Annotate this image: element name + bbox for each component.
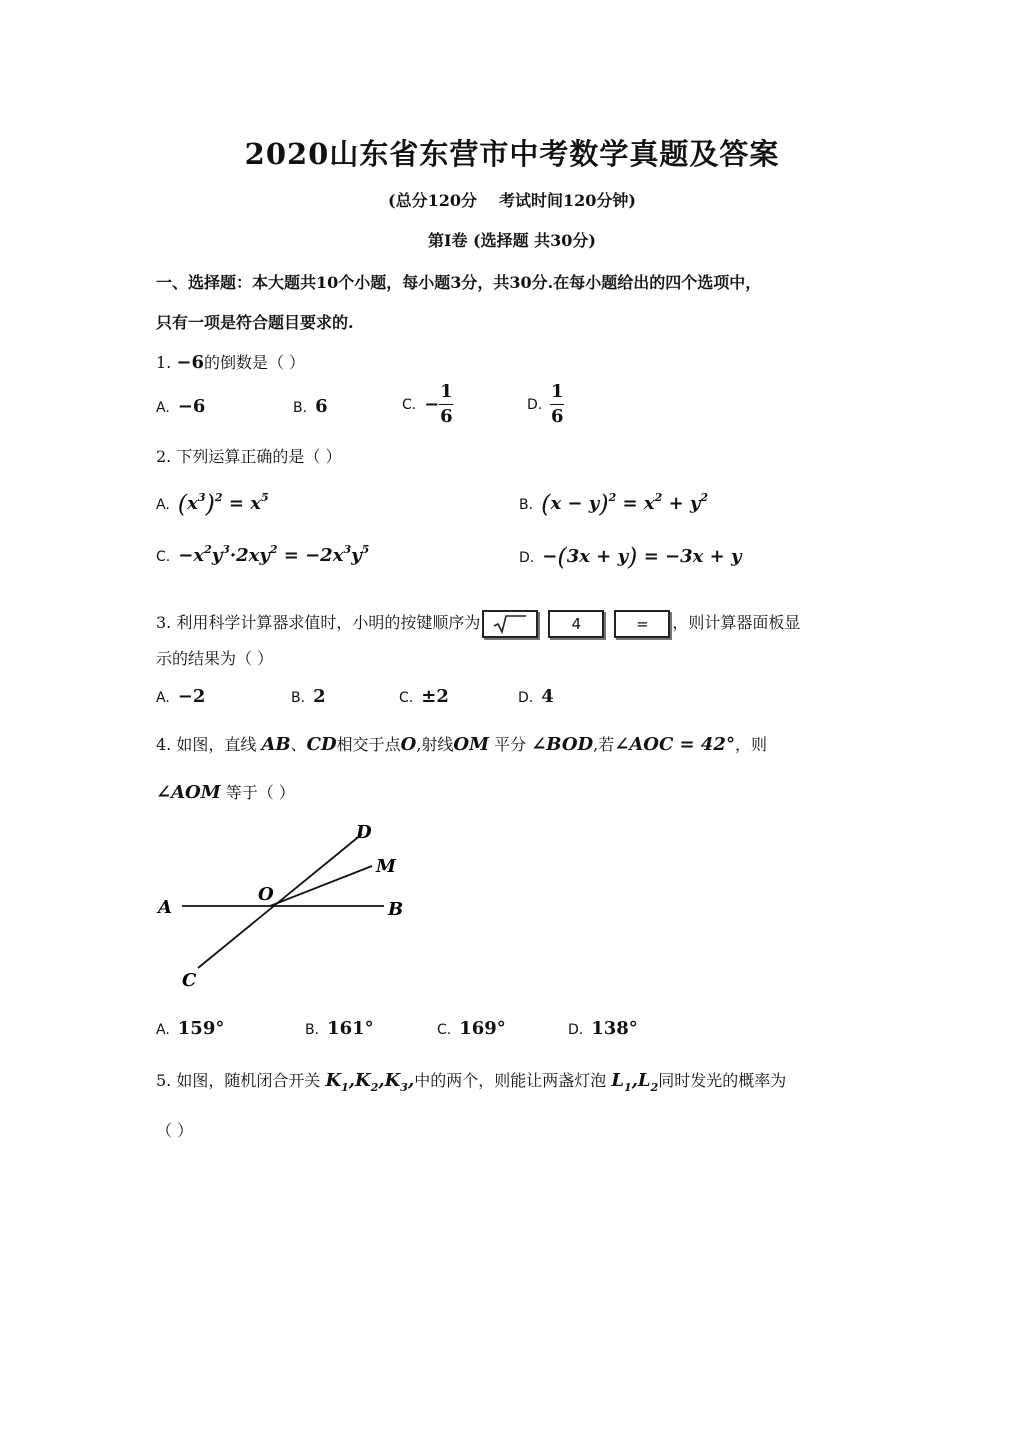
total-score: (总分120分 — [388, 191, 477, 210]
four-key: 4 — [548, 610, 604, 638]
exam-time: 考试时间120分钟) — [499, 191, 636, 210]
label-o: O — [258, 884, 274, 905]
equals-key: = — [614, 610, 670, 638]
q1-text: 的倒数是（ ） — [203, 353, 306, 372]
page-title: 2020山东省东营市中考数学真题及答案 — [244, 137, 780, 171]
q3-option-b: B. 2 — [291, 686, 326, 707]
label-c: C — [182, 970, 197, 991]
question-5-line2: （ ） — [156, 1121, 194, 1140]
q4-option-b: B. 161° — [305, 1018, 374, 1039]
q1-option-b: B. 6 — [293, 396, 328, 417]
question-4-line1: 4. 如图，直线 AB、CD相交于点O,射线OM 平分 ∠BOD,若∠AOC = 42°，则 — [156, 734, 767, 755]
q1-expr: −6 — [176, 352, 204, 373]
q4-option-c: C. 169° — [437, 1018, 506, 1039]
ray-om — [270, 866, 372, 906]
label-b: B — [388, 899, 404, 920]
question-3-line2: 示的结果为（ ） — [156, 649, 274, 668]
q3-option-d: D. 4 — [518, 686, 554, 707]
q2-option-a: A. $(x^3)^2 = x^5$ — [156, 490, 269, 518]
q1-option-a: A. −6 — [156, 396, 206, 417]
label-d: D — [356, 822, 372, 843]
section-intro-line2: 只有一项是符合题目要求的. — [156, 313, 354, 332]
section-intro-line1: 一、选择题：本大题共10个小题，每小题3分，共30分.在每小题给出的四个选项中， — [156, 273, 762, 292]
q4-option-a: A. 159° — [156, 1018, 225, 1039]
q1-option-d: D. $\frac{1}{6}$ — [527, 381, 564, 427]
question-4-line2: ∠AOM 等于（ ） — [156, 782, 295, 803]
q3-option-a: A. −2 — [156, 686, 206, 707]
angle-figure — [152, 818, 422, 1003]
line-cd — [198, 834, 362, 968]
q1-number: 1. — [156, 353, 172, 372]
q1-option-c: C. − $\frac{1}{6}$ — [402, 381, 453, 427]
calculator-keys — [482, 610, 670, 638]
fraction-one-sixth: $\frac{1}{6}$ — [440, 381, 453, 427]
q2-option-b: B. $(x - y)^2 = x^2 + y^2$ — [519, 490, 709, 518]
intersecting-lines-diagram — [152, 818, 422, 1003]
sqrt-key — [482, 610, 538, 638]
question-1 — [156, 350, 305, 373]
exam-info — [0, 188, 1024, 211]
question-2: 2. 下列运算正确的是（ ） — [156, 447, 342, 466]
volume-heading: 第Ⅰ卷 (选择题 共30分) — [427, 231, 597, 250]
q2-option-c: C. $-x^2y^3\cdot 2xy^2 = -2x^3y^5$ — [156, 543, 370, 566]
q2-option-d: D. −(3x + y) = −3x + y — [519, 543, 742, 571]
label-a: A — [158, 897, 172, 918]
question-3-line1: 3. 利用科学计算器求值时，小明的按键顺序为 4 = ，则计算器面板显 — [156, 610, 800, 638]
question-5-line1: 5. 如图，随机闭合开关 $K_1,K_2,K_3$,中的两个，则能让两盏灯泡 $L_1,L_2$同时发光的概率为 — [156, 1070, 787, 1094]
q4-option-d: D. 138° — [568, 1018, 638, 1039]
label-m: M — [376, 856, 396, 877]
sqrt-icon — [492, 614, 528, 634]
q3-option-c: C. ±2 — [399, 686, 449, 707]
fraction-one-sixth: $\frac{1}{6}$ — [550, 381, 564, 427]
